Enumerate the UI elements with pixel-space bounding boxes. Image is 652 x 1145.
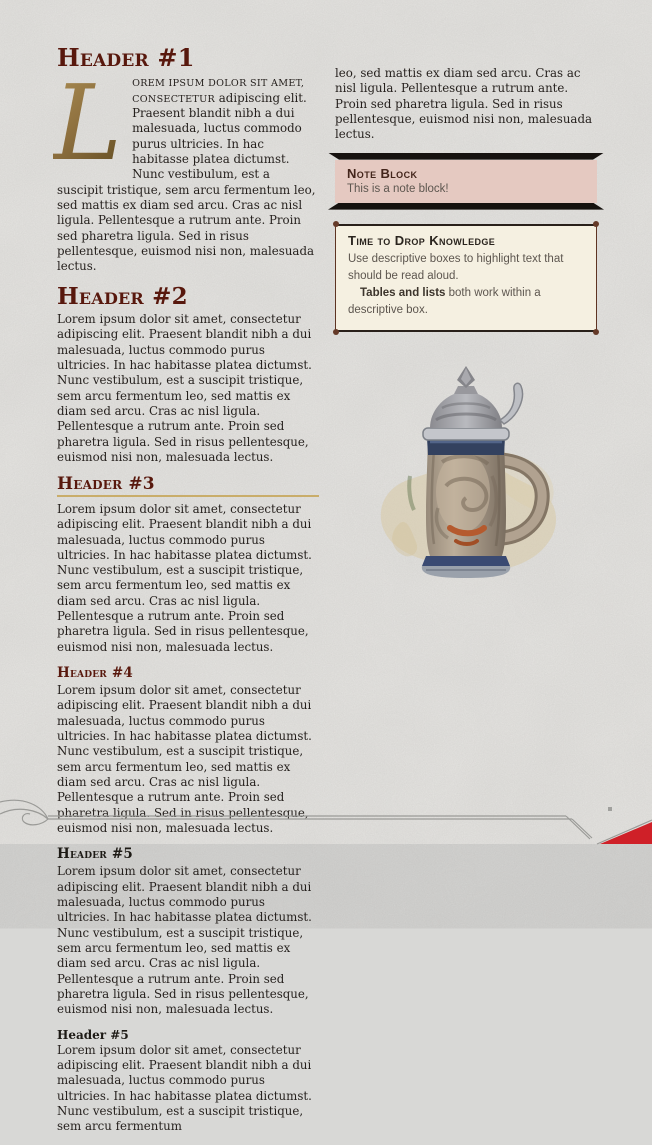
note-text: This is a note block! xyxy=(347,182,449,195)
corner-dot xyxy=(333,329,339,335)
left-column xyxy=(53,43,319,1145)
corner-dot xyxy=(593,221,599,227)
paragraph: Lorem ipsum dolor sit amet, consectetur adipiscing elit. Praesent blandit nibh a dui malesuada, luctus commodo purus ultricies. In hac habitasse platea dictumst. Nunc vestibulum, est a suscipit tristique, sem arcu fermentum leo, sed mattis ex diam sed arcu. Cras ac nisl ligula. Pellentesque a rutrum ante. Proin sed pharetra ligula. Sed in risus pellentesque, euismod nisi non, malesuada lectus. xyxy=(57,311,312,464)
descriptive-box-line2 xyxy=(348,285,584,320)
lid-thumb-lever xyxy=(500,383,522,424)
right-column xyxy=(335,45,597,1145)
note-bottom-bar xyxy=(328,203,604,210)
bold-run: Tables and lists xyxy=(360,287,446,300)
paragraph: Lorem ipsum dolor sit amet, consectetur adipiscing elit. Praesent blandit nibh a dui malesuada, luctus commodo purus ultricies. In hac habitasse platea dictumst. Nunc vestibulum, est a suscipit tristique, sem arcu fermentum leo, sed mattis ex diam sed arcu. Cras ac nisl ligula. Pellentesque a rutrum ante. Proin sed pharetra ligula. Sed in risus pellentesque, euismod nisi non, malesuada lectus. xyxy=(57,501,312,654)
stein-base-band xyxy=(422,556,510,566)
page-heading-2: Header #2 xyxy=(57,282,188,310)
footer-ornament xyxy=(0,792,652,844)
page-heading-3: Header #3 xyxy=(57,475,319,497)
page-heading-4: Header #4 xyxy=(57,665,133,682)
corner-dot xyxy=(593,329,599,335)
note-block xyxy=(335,153,597,210)
page-heading-1: Header #1 xyxy=(57,43,195,72)
leaf-flourish xyxy=(0,800,48,825)
paragraph: Lorem ipsum dolor sit amet, consectetur adipiscing elit. Praesent blandit nibh a dui malesuada, luctus commodo purus ultricies. In hac habitasse platea dictumst. Nunc vestibulum, est a suscipit tristique, sem arcu fermentum leo, sed mattis ex diam sed arcu. Cras ac nisl ligula. Pellentesque a rutrum ante. Proin sed pharetra ligula. Sed in risus pellentesque, euismod nisi non, malesuada lectus. xyxy=(57,864,312,1017)
two-column-layout xyxy=(53,43,597,1145)
continuation-paragraph: leo, sed mattis ex diam sed arcu. Cras ac nisl ligula. Pellentesque a rutrum ante. Proin sed pharetra ligula. Sed in risus pellentesque, euismod nisi non, malesuada lectus. xyxy=(335,66,593,142)
stein-lid xyxy=(430,394,502,428)
note-top-bar xyxy=(328,153,604,160)
footer-square-dot xyxy=(608,807,612,811)
footer-rule xyxy=(48,816,652,844)
beer-stein-illustration xyxy=(350,358,582,586)
descriptive-box-line1: Use descriptive boxes to highlight text that should be read aloud. xyxy=(348,252,564,282)
red-corner-triangle xyxy=(600,822,652,844)
drop-cap-letter: L xyxy=(53,75,132,168)
truncated-paragraph: Lorem ipsum dolor sit amet, consectetur adipiscing elit. Praesent blandit nibh a dui malesuada, luctus commodo purus ultricies. In hac habitasse platea dictumst. Nunc vestibulum, est a suscipit tristique, sem arcu fermentum xyxy=(57,1042,312,1134)
descriptive-box-title: Time to Drop Knowledge xyxy=(348,232,496,248)
page-heading-5: Header #5 xyxy=(57,846,133,863)
dropcap-paragraph xyxy=(53,62,319,275)
text-run: both work within a descriptive box. xyxy=(348,287,541,317)
paragraph: Lorem ipsum dolor sit amet, consectetur adipiscing elit. Praesent blandit nibh a dui malesuada, luctus commodo purus ultricies. In hac habitasse platea dictumst. Nunc vestibulum, est a suscipit tristique, sem arcu fermentum leo, sed mattis ex diam sed arcu. Cras ac nisl ligula. Pellentesque a rutrum ante. Proin sed pharetra ligula. Sed in risus pellentesque, euismod nisi non, malesuada lectus. xyxy=(57,683,312,836)
small-caps-lead-in: OREM IPSUM DOLOR SIT AMET, CONSECTETUR xyxy=(132,78,305,105)
note-body xyxy=(335,160,597,203)
stein-figure xyxy=(335,358,597,590)
paragraph-text: adipiscing elit. Praesent blandit nibh a dui malesuada, luctus commodo purus ultricies. In hac habitasse platea dictumst. Nunc vestibulum, est a suscipit tristique, sem arcu fermentum leo, sed mattis ex diam sed arcu. Cras ac nisl ligula. Pellentesque a rutrum ante. Proin sed pharetra ligula. Sed in risus pellentesque, euismod nisi non, malesuada lectus. xyxy=(57,90,316,274)
descriptive-box xyxy=(335,224,597,332)
corner-dot xyxy=(333,221,339,227)
bold-inline-heading: Header #5 xyxy=(57,1027,129,1042)
note-title: Note Block xyxy=(347,165,418,181)
